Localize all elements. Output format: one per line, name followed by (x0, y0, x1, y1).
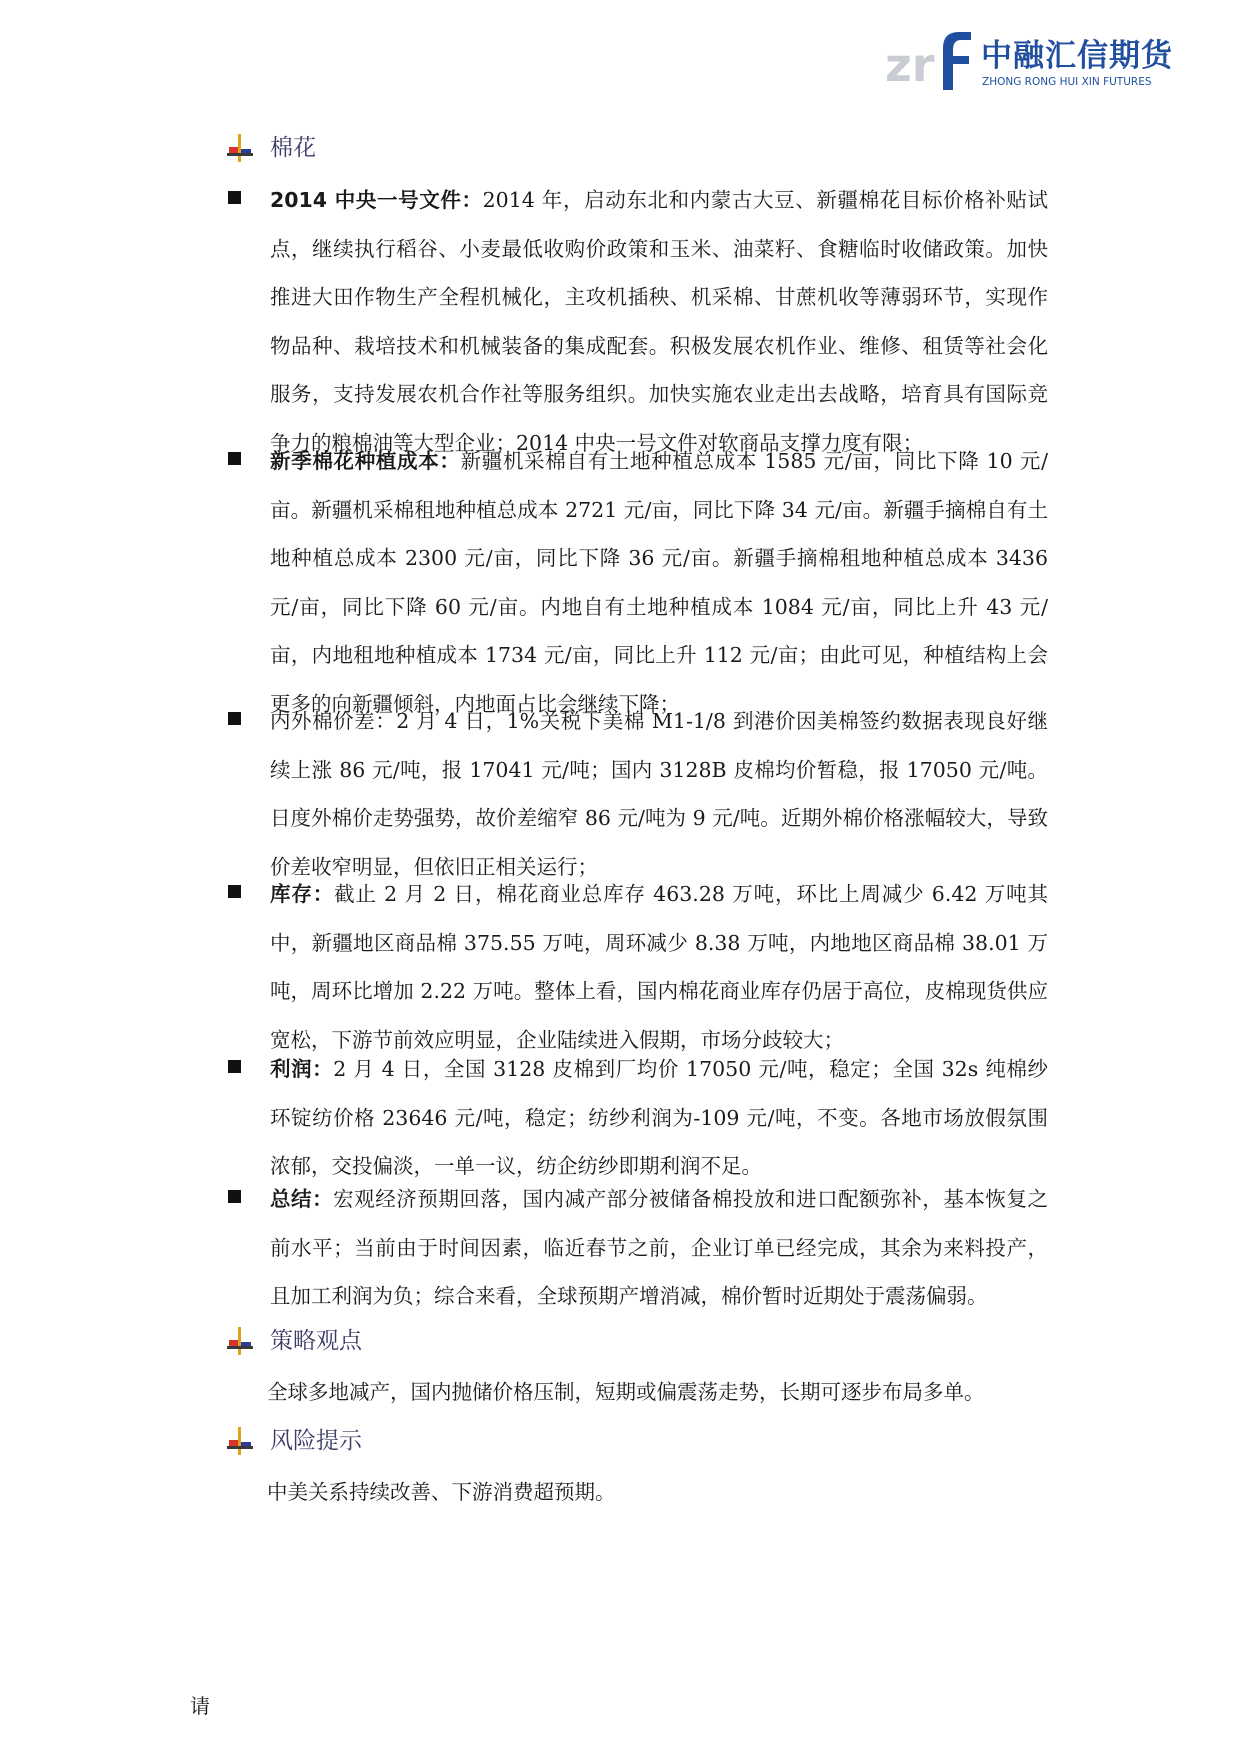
bullet-body: 内外棉价差：2 月 4 日，1%关税下美棉 M1-1/8 到港价因美棉签约数据表现良好继续上涨 86 元/吨，报 17041 元/吨；国内 3128B 皮棉均价暂稳，报 17050 元/吨。日度外棉价走势强势，故价差缩窄 86 元/吨为 9 元/吨。近期外棉价格涨幅较大，导致价差收窄明显，但依旧正相关运行； (270, 709, 1048, 879)
strategy-text: 全球多地减产，国内抛储价格压制，短期或偏震荡走势，长期可逐步布局多单。 (267, 1380, 985, 1404)
footer-disclaimer-fragment: 请 (190, 1694, 210, 1718)
section-title-risk: 风险提示 (270, 1428, 362, 1454)
bullet-item-planting-cost (228, 437, 1048, 728)
bullet-body: 宏观经济预期回落，国内减产部分被储备棉投放和进口配额弥补，基本恢复之前水平；当前由于时间因素，临近春节之前，企业订单已经完成，其余为来料投产，且加工利润为负；综合来看，全球预期产增消减，棉价暂时近期处于震荡偏弱。 (270, 1187, 1048, 1308)
bullet-heading: 新季棉花种植成本： (270, 449, 461, 473)
bullet-body: 截止 2 月 2 日，棉花商业总库存 463.28 万吨，环比上周减少 6.42 万吨其中，新疆地区商品棉 375.55 万吨，周环减少 8.38 万吨，内地地区商品棉 38.01 万吨，周环比增加 2.22 万吨。整体上看，国内棉花商业库存仍居于高位，皮棉现货供应宽松，下游节前效应明显，企业陆续进入假期，市场分歧较大； (270, 882, 1049, 1052)
bullet-heading: 2014 中央一号文件： (270, 188, 483, 212)
square-bullet-icon (228, 1190, 241, 1203)
bullet-item-inventory (228, 870, 1048, 1064)
bullet-heading: 库存： (270, 882, 335, 906)
section-title-cotton: 棉花 (270, 135, 316, 161)
section-marker-icon (225, 133, 255, 163)
company-logo (885, 22, 1173, 94)
zrf-logo-mark (885, 26, 975, 92)
risk-text: 中美关系持续改善、下游消费超预期。 (267, 1480, 616, 1504)
company-name-en: ZHONG RONG HUI XIN FUTURES (982, 76, 1152, 88)
logo-letter-f (943, 32, 971, 90)
bullet-body: 2014 年，启动东北和内蒙古大豆、新疆棉花目标价格补贴试点，继续执行稻谷、小麦最低收购价政策和玉米、油菜籽、食糖临时收储政策。加快推进大田作物生产全程机械化，主攻机插秧、机采棉、甘蔗机收等薄弱环节，实现作物品种、栽培技术和机械装备的集成配套。积极发展农机作业、维修、租赁等社会化服务，支持发展农机合作社等服务组织。加快实施农业走出去战略，培育具有国际竞争力的粮棉油等大型企业；2014 中央一号文件对软商品支撑力度有限； (270, 188, 1049, 455)
square-bullet-icon (228, 1060, 241, 1073)
square-bullet-icon (228, 191, 241, 204)
bullet-body: 2 月 4 日，全国 3128 皮棉到厂均价 17050 元/吨，稳定；全国 32s 纯棉纱环锭纺价格 23646 元/吨，稳定；纺纱利润为-109 元/吨，不变。各地市场放假氛围浓郁，交投偏淡，一单一议，纺企纺纱即期利润不足。 (270, 1057, 1049, 1178)
bullet-heading: 利润： (270, 1057, 334, 1081)
bullet-body: 新疆机采棉自有土地种植总成本 1585 元/亩，同比下降 10 元/亩。新疆机采棉租地种植总成本 2721 元/亩，同比下降 34 元/亩。新疆手摘棉自有土地种植总成本 2300 元/亩，同比下降 36 元/亩。新疆手摘棉租地种植总成本 3436 元/亩，同比下降 60 元/亩。内地自有土地种植成本 1084 元/亩，同比上升 43 元/亩，内地租地种植成本 1734 元/亩，同比上升 112 元/亩；由此可见，种植结构上会更多的向新疆倾斜，内地面占比会继续下降； (270, 449, 1048, 716)
section-marker-icon (225, 1426, 255, 1456)
bullet-item-policy (228, 176, 1048, 467)
section-title-strategy: 策略观点 (270, 1328, 362, 1354)
bullet-item-summary (228, 1175, 1048, 1321)
square-bullet-icon (228, 712, 241, 725)
section-marker-icon (225, 1326, 255, 1356)
bullet-heading: 总结： (270, 1187, 334, 1211)
square-bullet-icon (228, 452, 241, 465)
company-name-cn: 中融汇信期货 (981, 38, 1173, 74)
square-bullet-icon (228, 885, 241, 898)
bullet-item-profit (228, 1045, 1048, 1191)
logo-letters-zr: zr (885, 38, 935, 92)
bullet-item-price-spread (228, 697, 1048, 891)
